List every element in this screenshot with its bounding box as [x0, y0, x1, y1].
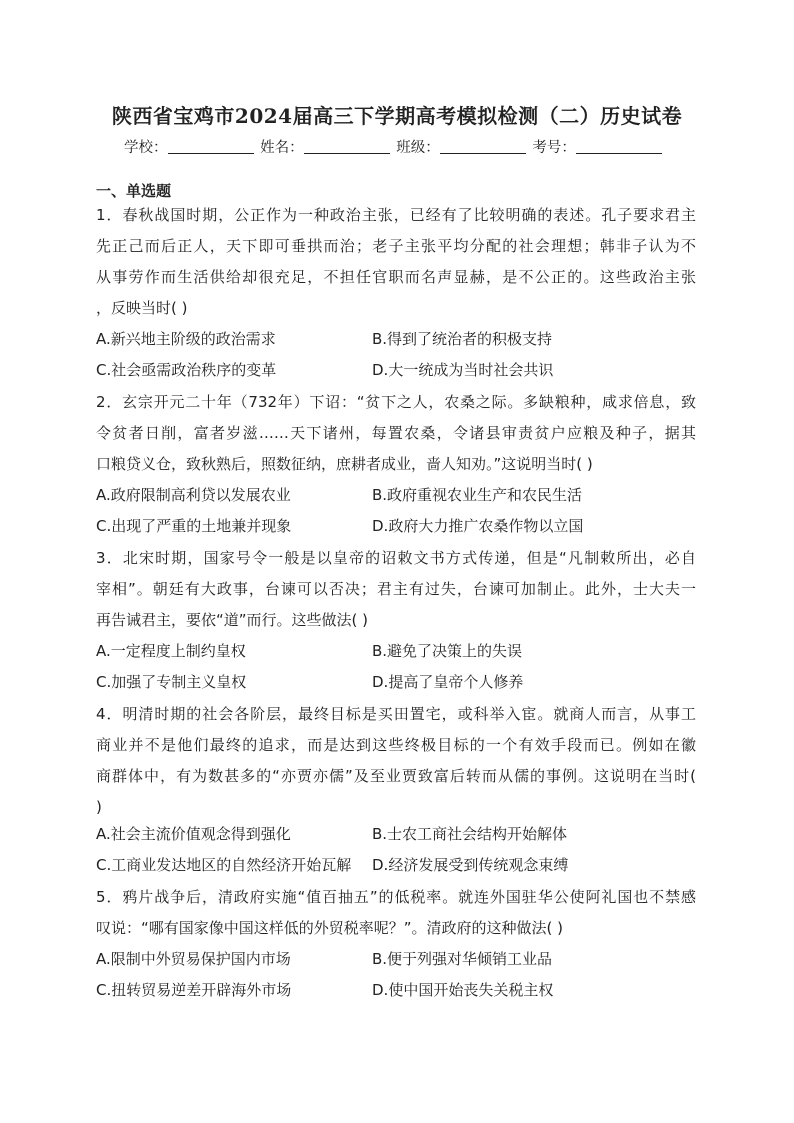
question-1-option-b: B.得到了统治者的积极支持 [372, 330, 553, 348]
question-3-stem [96, 543, 696, 636]
question-3-option-c: C.加强了专制主义皇权 [96, 673, 247, 691]
name-blank [304, 139, 390, 154]
class-label: 班级： [396, 140, 440, 156]
question-2-stem [96, 387, 696, 480]
question-line: ，反映当时( ) [96, 299, 188, 317]
question-line: 商群体中，有为数甚多的“亦贾亦儒”及至业贾致富后转而从儒的事例。这说明在当时( [96, 767, 696, 785]
question-5-option-a: A.限制中外贸易保护国内市场 [96, 950, 291, 968]
question-line: ) [96, 798, 102, 816]
number-label: 考号： [532, 140, 576, 156]
question-line: 再告诫君主，要依“道”而行。这些做法( ) [96, 611, 369, 629]
question-line: 先正己而后正人，天下即可垂拱而治；老子主张平均分配的社会理想；韩非子认为不 [96, 237, 696, 255]
question-line: 叹说：“哪有国家像中国这样低的外贸税率呢？”。清政府的这种做法( ) [96, 919, 564, 937]
question-5-option-b: B.便于列强对华倾销工业品 [372, 950, 553, 968]
question-5-stem [96, 882, 696, 944]
question-2-option-b: B.政府重视农业生产和农民生活 [372, 486, 583, 504]
question-4-stem [96, 699, 696, 823]
question-2-option-d: D.政府大力推广农桑作物以立国 [372, 517, 584, 535]
school-label: 学校： [124, 140, 168, 156]
question-1-option-c: C.社会亟需政治秩序的变革 [96, 361, 277, 379]
question-line: 从事劳作而生活供给却很充足，不担任官职而名声显赫，是不公正的。这些政治主张 [96, 268, 696, 286]
exam-title: 陕西省宝鸡市2024届高三下学期高考模拟检测（二）历史试卷 [111, 104, 683, 128]
question-line: 5．鸦片战争后，清政府实施“值百抽五”的低税率。就连外国驻华公使阿礼国也不禁感 [96, 888, 696, 906]
question-5-option-c: C.扭转贸易逆差开辟海外市场 [96, 981, 292, 999]
student-info-row [124, 136, 664, 157]
question-4-option-b: B.士农工商社会结构开始解体 [372, 825, 568, 843]
question-1-stem [96, 200, 696, 324]
question-line: 商业并不是他们最终的追求，而是达到这些终极目标的一个有效手段而已。例如在徽 [96, 736, 696, 754]
name-label: 姓名： [260, 140, 304, 156]
number-blank [576, 139, 662, 154]
question-5-option-d: D.使中国开始丧失关税主权 [372, 981, 554, 999]
question-2-option-a: A.政府限制高利贷以发展农业 [96, 486, 291, 504]
question-line: 1．春秋战国时期，公正作为一种政治主张，已经有了比较明确的表述。孔子要求君主 [96, 206, 696, 224]
question-1-option-d: D.大一统成为当时社会共识 [372, 361, 554, 379]
question-line: 口粮贷义仓，致秋熟后，照数征纳，庶耕者成业，啬人知劝。”这说明当时( ) [96, 455, 593, 473]
section-heading: 一、单选题 [96, 182, 172, 200]
class-blank [440, 139, 526, 154]
question-line: 宰相”。朝廷有大政事，台谏可以否决；君主有过失，台谏可加制止。此外，士大夫一 [96, 580, 696, 598]
question-2-option-c: C.出现了严重的土地兼并现象 [96, 517, 292, 535]
question-4-option-c: C.工商业发达地区的自然经济开始瓦解 [96, 856, 352, 874]
question-4-option-a: A.社会主流价值观念得到强化 [96, 825, 291, 843]
question-4-option-d: D.经济发展受到传统观念束缚 [372, 856, 569, 874]
question-line: 4．明清时期的社会各阶层，最终目标是买田置宅，或科举入宦。就商人而言，从事工 [96, 705, 696, 723]
question-3-option-b: B.避免了决策上的失误 [372, 642, 523, 660]
question-line: 令贫者日削，富者岁滋……天下诸州，每置农桑，令诸县审责贫户应粮及种子，据其 [96, 424, 696, 442]
school-blank [168, 139, 254, 154]
question-1-option-a: A.新兴地主阶级的政治需求 [96, 330, 276, 348]
question-3-option-d: D.提高了皇帝个人修养 [372, 673, 524, 691]
question-line: 2．玄宗开元二十年（732年）下诏：“贫下之人，农桑之际。多缺粮种，咸求倍息，致 [96, 393, 696, 411]
question-line: 3．北宋时期，国家号令一般是以皇帝的诏敕文书方式传递，但是“凡制敕所出，必自 [96, 549, 696, 567]
question-3-option-a: A.一定程度上制约皇权 [96, 642, 246, 660]
